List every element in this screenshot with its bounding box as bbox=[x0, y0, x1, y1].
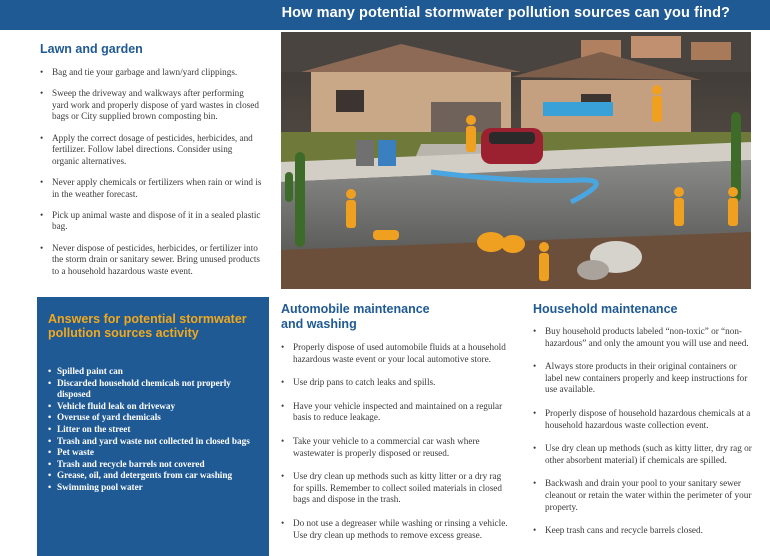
header-banner bbox=[0, 0, 770, 30]
automobile-title-line2: and washing bbox=[281, 316, 357, 331]
list-item: • Take your vehicle to a commercial car wash where wastewater is properly disposed or reused. bbox=[281, 436, 511, 459]
answers-panel bbox=[37, 297, 269, 556]
list-item: • Pet waste bbox=[48, 447, 263, 459]
list-item: • Always store products in their original containers or label new containers properly and keep instructions for use available. bbox=[533, 361, 753, 396]
list-item: • Use drip pans to catch leaks and spills. bbox=[281, 377, 511, 389]
list-item: • Have your vehicle inspected and maintained on a regular basis to reduce leakage. bbox=[281, 401, 511, 424]
lawn-garden-list bbox=[40, 67, 262, 287]
list-item: • Vehicle fluid leak on driveway bbox=[48, 401, 263, 413]
list-item: • Do not use a degreaser while washing or rinsing a vehicle. Use dry clean up methods to remove excess grease. bbox=[281, 518, 511, 541]
list-item: • Apply the correct dosage of pesticides, herbicides, and fertilizer. Follow label directions. Consider using organic alternatives. bbox=[40, 133, 262, 168]
list-item: • Never dispose of pesticides, herbicides, or fertilizer into the storm drain or sanitary sewer. Bring unused products to a household hazardous waste event. bbox=[40, 243, 262, 278]
list-item: • Keep trash cans and recycle barrels closed. bbox=[533, 525, 753, 537]
list-item: • Sweep the driveway and walkways after performing yard work and properly dispose of yard wastes in closed bags or City supplied brown composting bin. bbox=[40, 88, 262, 123]
list-item: • Overuse of yard chemicals bbox=[48, 412, 263, 424]
list-item: • Bag and tie your garbage and lawn/yard clippings. bbox=[40, 67, 262, 79]
list-item: • Never apply chemicals or fertilizers when rain or wind is in the weather forecast. bbox=[40, 177, 262, 200]
neighborhood-scene-illustration bbox=[281, 32, 751, 289]
list-item: • Pick up animal waste and dispose of it in a sealed plastic bag. bbox=[40, 210, 262, 233]
list-item: • Buy household products labeled “non-toxic” or “non-hazardous” and only the amount you will use and need. bbox=[533, 326, 753, 349]
list-item: • Spilled paint can bbox=[48, 366, 263, 378]
automobile-list bbox=[281, 342, 511, 553]
list-item: • Grease, oil, and detergents from car washing bbox=[48, 470, 263, 482]
answers-title: Answers for potential stormwater pollution sources activity bbox=[48, 312, 247, 340]
list-item: • Use dry clean up methods such as kitty litter or a dry rag for spills. Remember to collect soiled materials in closed bags and dispose in the trash. bbox=[281, 471, 511, 506]
list-item: • Trash and recycle barrels not covered bbox=[48, 459, 263, 471]
list-item: • Swimming pool water bbox=[48, 482, 263, 494]
list-item: • Trash and yard waste not collected in closed bags bbox=[48, 436, 263, 448]
automobile-title-line1: Automobile maintenance bbox=[281, 302, 430, 316]
automobile-title bbox=[281, 302, 430, 331]
list-item: • Properly dispose of used automobile fluids at a household hazardous waste event or your local automotive store. bbox=[281, 342, 511, 365]
page-title: How many potential stormwater pollution sources can you find? bbox=[281, 5, 730, 21]
household-title: Household maintenance bbox=[533, 302, 678, 316]
list-item: • Backwash and drain your pool to your sanitary sewer cleanout or retain the water within the perimeter of your property. bbox=[533, 478, 753, 513]
lawn-garden-title: Lawn and garden bbox=[40, 42, 143, 56]
list-item: • Litter on the street bbox=[48, 424, 263, 436]
household-list bbox=[533, 326, 753, 549]
list-item: • Use dry clean up methods (such as kitty litter, dry rag or other absorbent material) if chemicals are spilled. bbox=[533, 443, 753, 466]
list-item: • Properly dispose of household hazardous chemicals at a household hazardous waste collection event. bbox=[533, 408, 753, 431]
answers-list bbox=[48, 366, 263, 494]
list-item: • Discarded household chemicals not properly disposed bbox=[48, 378, 263, 401]
